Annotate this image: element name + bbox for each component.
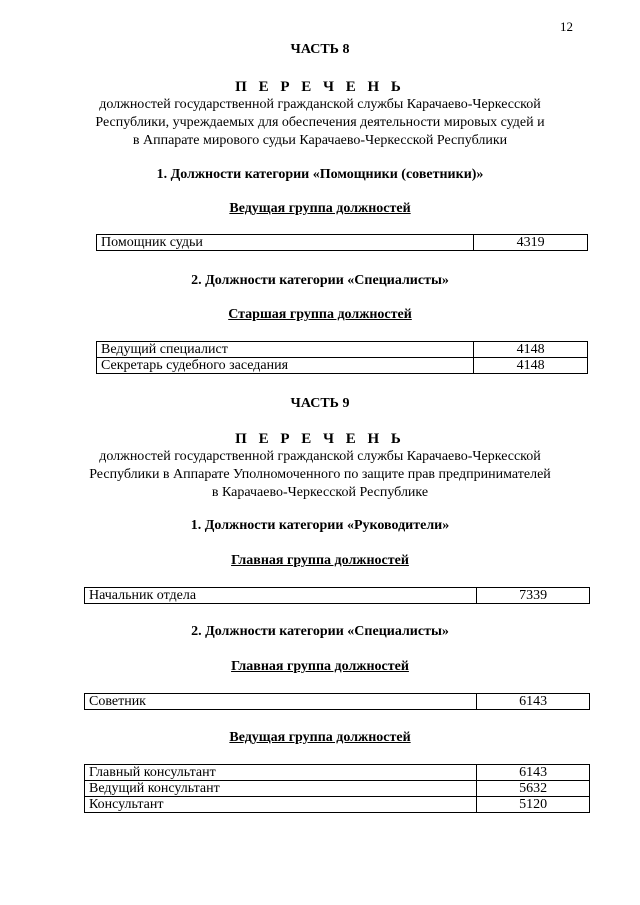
table-row <box>85 694 590 710</box>
part8-heading: П Е Р Е Ч Е Н Ь <box>235 79 405 95</box>
position-name: Ведущий консультант <box>85 781 477 797</box>
part9-title: ЧАСТЬ 9 <box>290 396 350 411</box>
table-row <box>85 765 590 781</box>
part9-description <box>0 448 640 502</box>
position-value: 4148 <box>474 342 588 358</box>
table-row <box>85 797 590 813</box>
part8-category-1: 1. Должности категории «Помощники (советники)» <box>156 167 484 182</box>
desc-line: Республики в Аппарате Уполномоченного по защите прав предпринимателей <box>89 467 551 482</box>
position-name: Ведущий специалист <box>97 342 474 358</box>
part9-category-2: 2. Должности категории «Специалисты» <box>191 624 449 639</box>
position-name: Советник <box>85 694 477 710</box>
part8-table-assistants <box>96 234 588 251</box>
table-row <box>97 358 588 374</box>
part9-group-main: Главная группа должностей <box>231 553 409 568</box>
part8-title: ЧАСТЬ 8 <box>290 42 350 57</box>
part8-category-2: 2. Должности категории «Специалисты» <box>191 273 449 288</box>
table-row <box>97 342 588 358</box>
position-name: Помощник судьи <box>97 235 474 251</box>
position-name: Секретарь судебного заседания <box>97 358 474 374</box>
desc-line: должностей государственной гражданской службы Карачаево-Черкесской <box>99 97 541 112</box>
part9-heading: П Е Р Е Ч Е Н Ь <box>235 431 405 447</box>
part9-group-main-specialists: Главная группа должностей <box>231 659 409 674</box>
position-value: 5120 <box>477 797 590 813</box>
position-value: 6143 <box>477 765 590 781</box>
part8-table-specialists <box>96 341 588 374</box>
part9-group-leading: Ведущая группа должностей <box>229 730 411 745</box>
page-number: 12 <box>560 19 573 34</box>
position-name: Начальник отдела <box>85 588 477 604</box>
part9-table-advisers <box>84 693 590 710</box>
part8-group-leading: Ведущая группа должностей <box>229 201 411 216</box>
part9-table-managers <box>84 587 590 604</box>
table-row <box>97 235 588 251</box>
desc-line: Республики, учреждаемых для обеспечения деятельности мировых судей и <box>95 115 545 130</box>
position-value: 6143 <box>477 694 590 710</box>
desc-line: должностей государственной гражданской службы Карачаево-Черкесской <box>99 449 541 464</box>
position-value: 5632 <box>477 781 590 797</box>
desc-line: в Карачаево-Черкесской Республике <box>211 485 429 500</box>
position-value: 7339 <box>477 588 590 604</box>
position-value: 4148 <box>474 358 588 374</box>
position-value: 4319 <box>474 235 588 251</box>
part9-table-consultants <box>84 764 590 813</box>
part9-category-1: 1. Должности категории «Руководители» <box>190 518 450 533</box>
desc-line: в Аппарате мирового судьи Карачаево-Черкесской Республики <box>132 133 508 148</box>
table-row <box>85 588 590 604</box>
part8-group-senior: Старшая группа должностей <box>228 307 412 322</box>
part8-description <box>0 96 640 150</box>
position-name: Консультант <box>85 797 477 813</box>
position-name: Главный консультант <box>85 765 477 781</box>
table-row <box>85 781 590 797</box>
